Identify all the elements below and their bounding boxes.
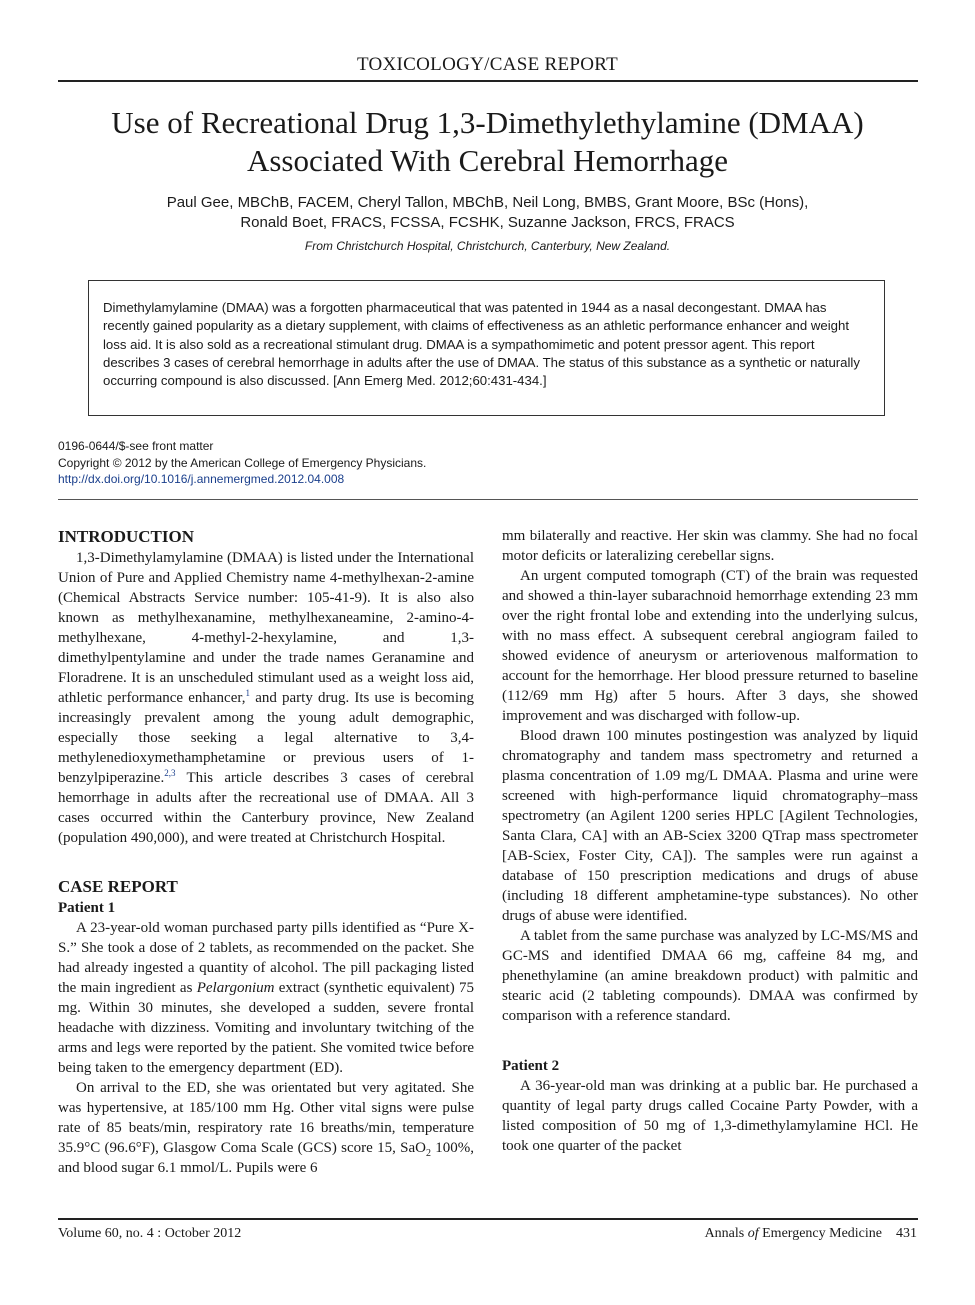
p1-text-a: A 23-year-old woman purchased party pills identified as “Pure X-S.” She took a dose of 2 tablets, as recommended on the packet. She had already ingested a quantity of alcohol. The pill packaging listed the main ingredient as	[58, 920, 474, 996]
article-title	[40, 104, 935, 180]
journal-name-b: Emergency Medicine	[758, 1226, 882, 1241]
authors-line-1: Paul Gee, MBChB, FACEM, Cheryl Tallon, MBChB, Neil Long, BMBS, Grant Moore, BSc (Hons),	[166, 194, 809, 211]
introduction-heading: INTRODUCTION	[58, 527, 195, 546]
top-rule	[58, 80, 918, 82]
affiliation: From Christchurch Hospital, Christchurch, Canterbury, New Zealand.	[304, 239, 671, 253]
intro-paragraph	[58, 548, 474, 848]
p1-para2-text-b: 100%, and blood sugar 6.1 mmol/L. Pupils were 6	[58, 1140, 474, 1176]
copyright-line: Copyright © 2012 by the American College of Emergency Physicians.	[58, 455, 427, 470]
reference-link-1[interactable]: 1	[245, 688, 251, 698]
right-paragraph-2: An urgent computed tomograph (CT) of the brain was requested and showed a thin-layer subarachnoid hemorrhage extending 23 mm over the right frontal lobe and extending into the underlying sulcus, with no mass effect. A subsequent cerebral angiogram failed to showed evidence of aneurysm or arteriovenous malformation to account for the hemorrhage. Her blood pressure returned to baseline (112/69 mm Hg) after 5 hours. After 3 days, she showed improvement and was discharged with follow-up.	[502, 568, 918, 724]
doi-link[interactable]: http://dx.doi.org/10.1016/j.annemergmed.2012.04.008	[58, 472, 345, 486]
title-line-1: Use of Recreational Drug 1,3-Dimethylethylamine (DMAA)	[111, 105, 864, 140]
patient-1-paragraph-2	[58, 1078, 474, 1178]
author-list	[60, 193, 915, 233]
abstract-box	[88, 280, 885, 416]
patient-1-heading: Patient 1	[58, 900, 116, 916]
right-paragraph-4: A tablet from the same purchase was analyzed by LC-MS/MS and GC-MS and identified DMAA 66 mg, caffeine 84 mg, and phenethylamine (an amine breakdown product) with palmitic and stearic acid (2 tableting compounds). DMAA was confirmed by comparison with a reference standard.	[502, 928, 918, 1024]
patient-2-paragraph-1: A 36-year-old man was drinking at a public bar. He purchased a quantity of legal party drugs called Cocaine Party Powder, with a listed composition of 50 mg of 1,3-dimethylamylamine HCl. He took one quarter of the packet	[502, 1078, 918, 1154]
patient-1-paragraph-1	[58, 918, 474, 1078]
reference-link-2-3[interactable]: 2,3	[164, 768, 176, 778]
case-report-heading: CASE REPORT	[58, 877, 178, 896]
right-column	[502, 526, 918, 1156]
footer-volume: Volume 60, no. 4 : October 2012	[58, 1226, 242, 1241]
right-paragraph-1: mm bilaterally and reactive. Her skin was clammy. She had no focal motor deficits or lateralizing cerebellar signs.	[502, 528, 918, 564]
authors-line-2: Ronald Boet, FRACS, FCSSA, FCSHK, Suzanne Jackson, FRCS, FRACS	[240, 214, 735, 231]
front-matter	[58, 438, 426, 488]
p1-para2-text-a: On arrival to the ED, she was orientated but very agitated. She was hypertensive, at 185/100 mm Hg. Other vital signs were pulse rate of 85 beats/min, respiratory rate 16 breaths/min, temperature 35.9°C (96.6°F), Glasgow Coma Scale (GCS) score 15, SaO	[58, 1080, 474, 1156]
abstract-text: Dimethylamylamine (DMAA) was a forgotten pharmaceutical that was patented in 1944 as a nasal decongestant. DMAA has recently gained popularity as a dietary supplement, with claims of effectiveness as an athletic performance enhancer and weight loss aid. It is also sold as a recreational stimulant drug. DMAA is a sympathomimetic and potent pressor agent. This report describes 3 cases of cerebral hemorrhage in adults after the use of DMAA. The status of this substance as a synthetic or naturally occurring compound is also discussed. [Ann Emerg Med. 2012;60:431-434.]	[103, 300, 860, 389]
patient-2-heading: Patient 2	[502, 1058, 560, 1074]
page-number: 431	[896, 1226, 917, 1241]
p1-italic-term: Pelargonium	[196, 980, 275, 996]
intro-text-a: 1,3-Dimethylamylamine (DMAA) is listed under the International Union of Pure and Applied Chemistry name 4-methylhexan-2-amine (Chemical Abstracts Service number: 105-41-9). It is also also known as methylhexanamine, methylhexaneamine, 2-amino-4-methylhexane, 4-methyl-2-hexylamine, and 1,3-dimethylpentylamine and under the trade names Geranamine and Floradrene. It is an unscheduled stimulant used as a weight loss aid, athletic performance enhancer,	[58, 550, 474, 706]
title-line-2: Associated With Cerebral Hemorrhage	[246, 143, 729, 178]
right-paragraph-3: Blood drawn 100 minutes postingestion was analyzed by liquid chromatography and tandem mass spectrometry and returned a plasma concentration of 1.09 mg/L DMAA. Plasma and urine were screened with high-performance liquid chromatography–mass spectrometry (an Agilent 1200 series HPLC [Agilent Technologies, Santa Clara, CA] with an AB-Sciex 3200 QTrap mass spectrometer [AB-Sciex, Foster City, CA]). The samples were run against a database of 150 prescription medications and drugs of abuse (including 18 different amphetamine-type substances). No other drugs of abuse were identified.	[502, 728, 918, 924]
journal-name-a: Annals	[704, 1226, 748, 1241]
journal-name-of: of	[747, 1226, 759, 1241]
bottom-rule	[58, 1218, 918, 1220]
left-column	[58, 526, 474, 1178]
intro-text-c: This article describes 3 cases of cerebral hemorrhage in adults after the recreational use of DMAA. All 3 cases occurred within the Canterbury province, New Zealand (population 490,000), and were treated at Christchurch Hospital.	[58, 770, 474, 846]
section-label: TOXICOLOGY/CASE REPORT	[356, 54, 619, 75]
intro-text-b: and party drug. Its use is becoming increasingly prevalent among the young adult demographic, especially those seeking a legal alternative to 3,4-methylenedioxymethamphetamine or previous users of 1-benzylpiperazine.	[58, 690, 475, 786]
issn-line: 0196-0644/$-see front matter	[58, 439, 214, 453]
mid-rule	[58, 499, 918, 500]
p1-text-b: extract (synthetic equivalent) 75 mg. Within 30 minutes, she developed a sudden, severe frontal headache with dizziness. Vomiting and involuntary twitching of the arms and legs were reported by the patient. She vomited twice before being taken to the emergency department (ED).	[58, 980, 474, 1076]
footer-journal	[705, 1226, 917, 1242]
sao2-subscript: 2	[425, 1148, 431, 1159]
